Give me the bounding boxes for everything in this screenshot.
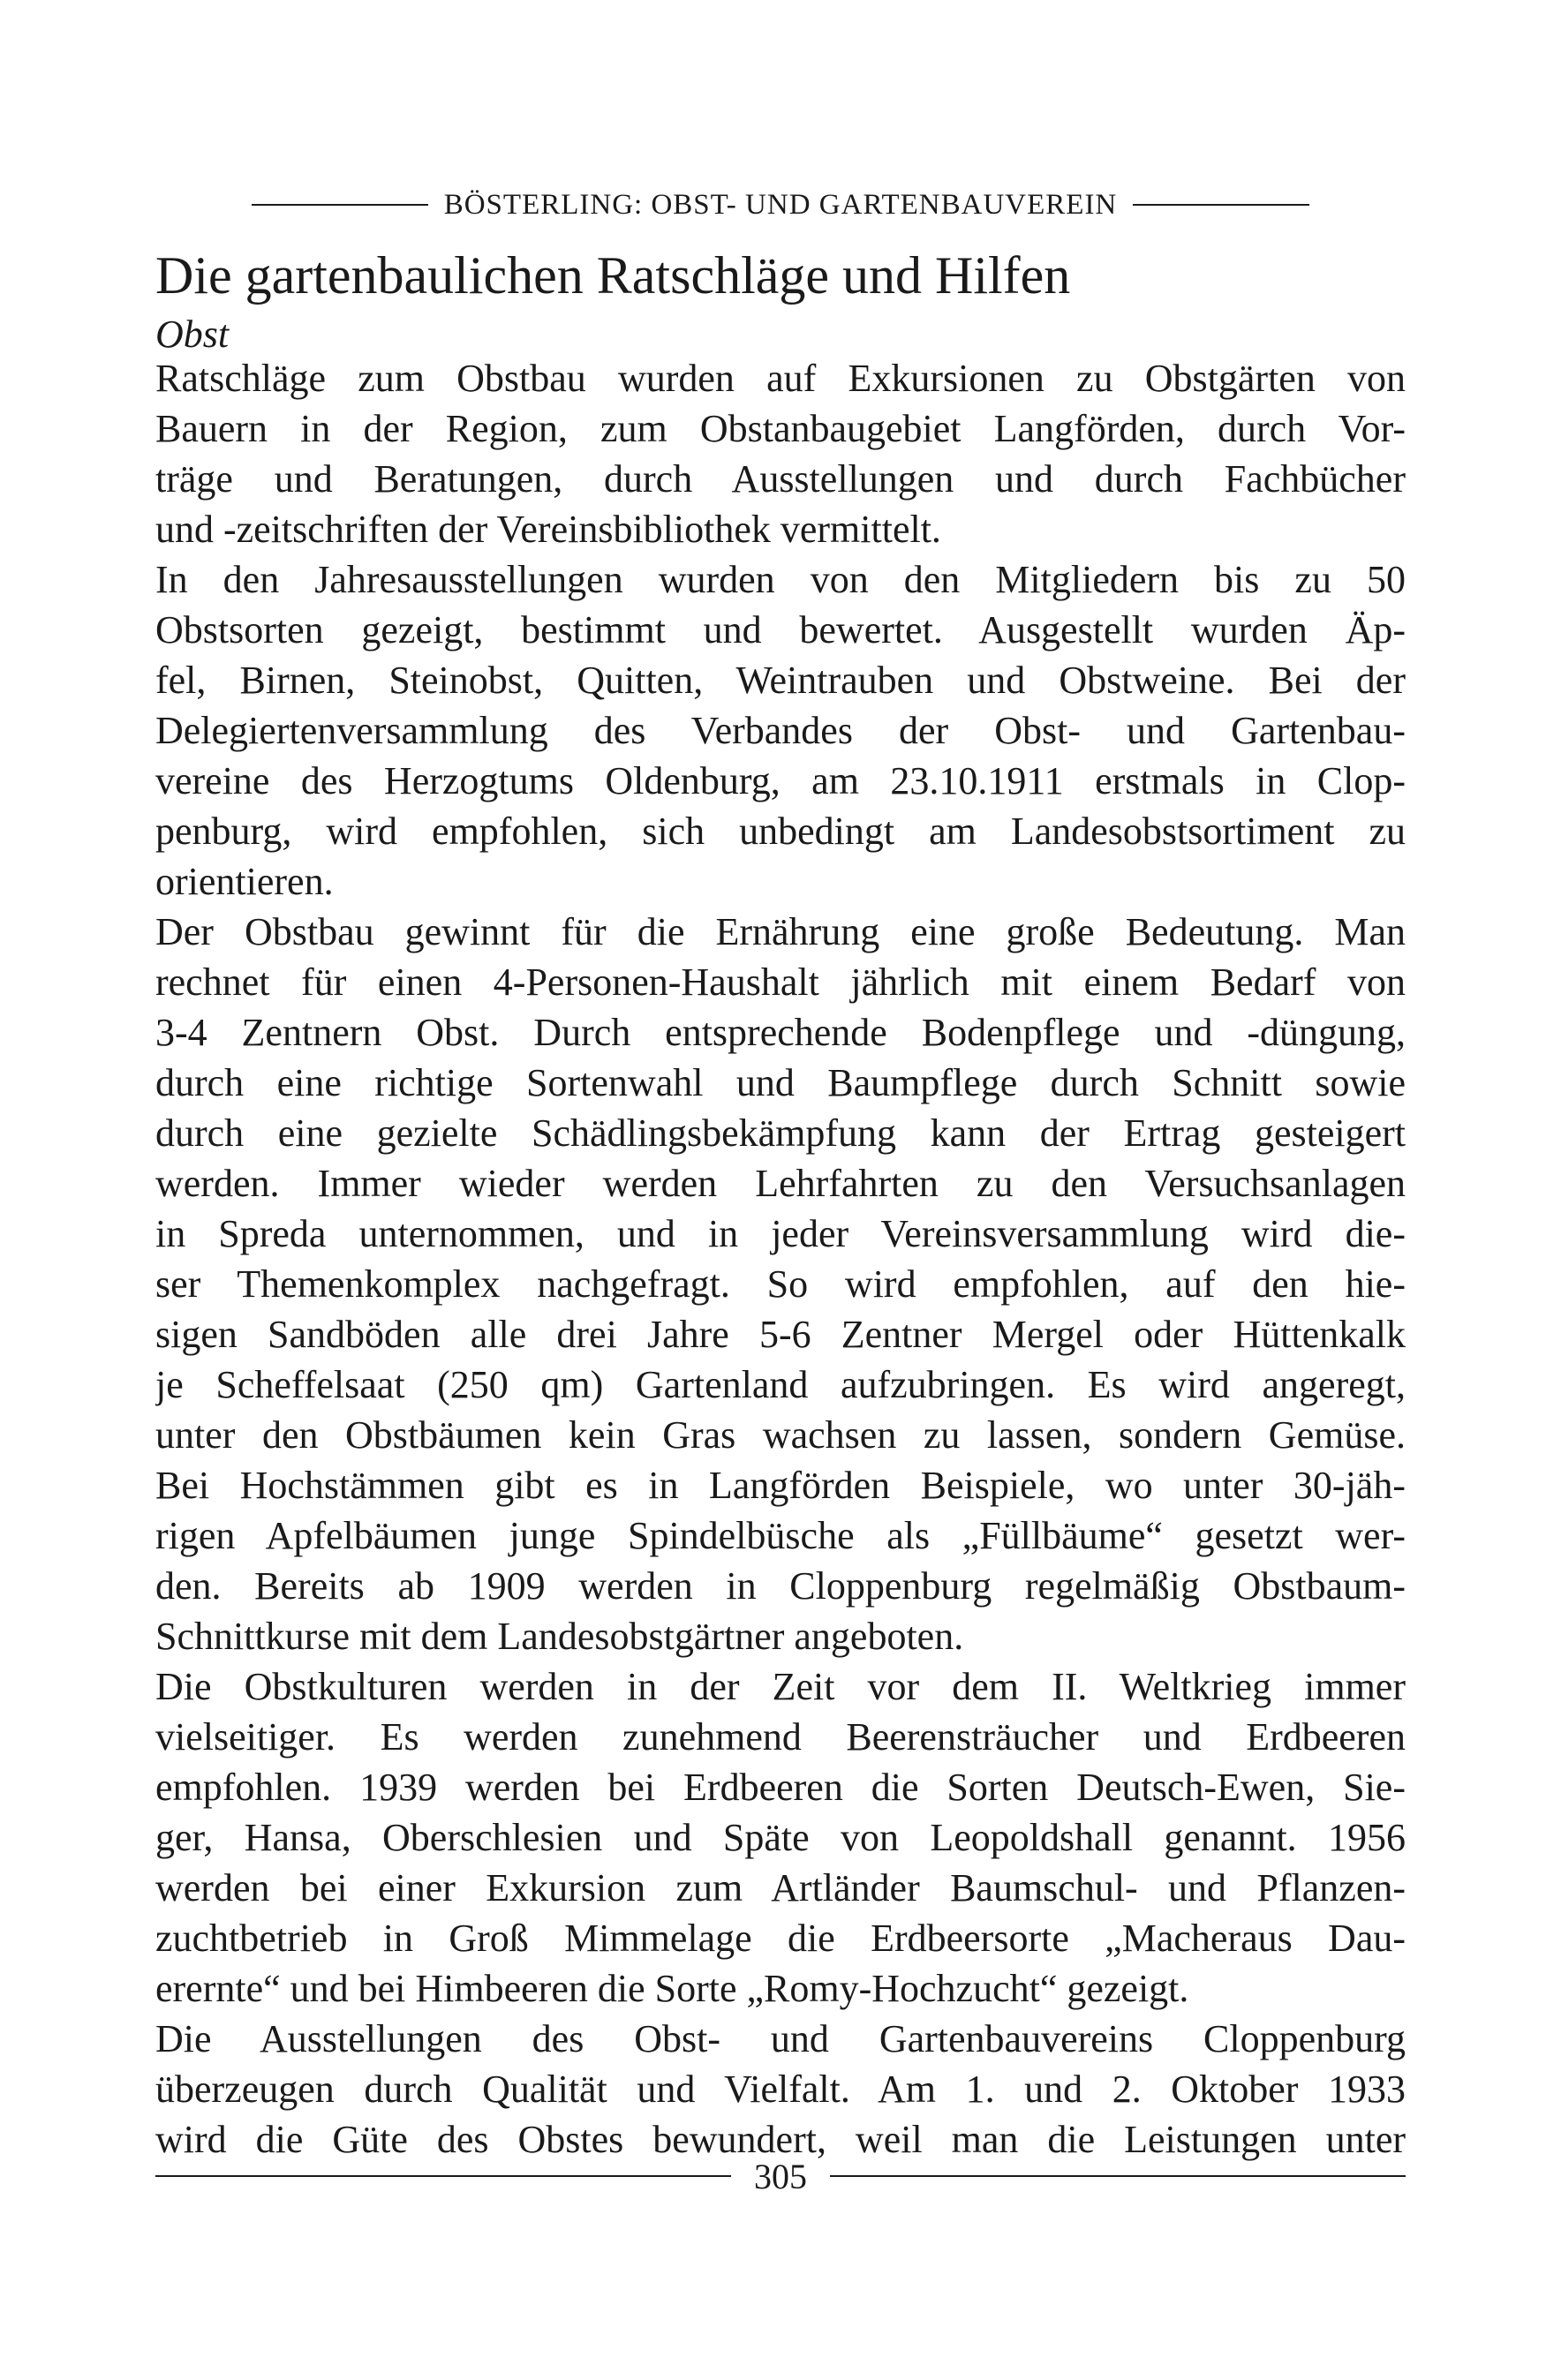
text-line: 3-4 Zentnern Obst. Durch entsprechende Bodenpflege und -düngung, bbox=[155, 1011, 1406, 1054]
text-line: träge und Beratungen, durch Ausstellungen und durch Fachbücher bbox=[155, 457, 1406, 501]
text-line: ger, Hansa, Oberschlesien und Späte von Leopoldshall genannt. 1956 bbox=[155, 1816, 1406, 1859]
text-line: je Scheffelsaat (250 qm) Gartenland aufzubringen. Es wird angeregt, bbox=[155, 1363, 1406, 1406]
text-line: fel, Birnen, Steinobst, Quitten, Weintrauben und Obstweine. Bei der bbox=[155, 659, 1406, 702]
text-line: sigen Sandböden alle drei Jahre 5-6 Zentner Mergel oder Hüttenkalk bbox=[155, 1313, 1406, 1356]
text-line: Die Obstkulturen werden in der Zeit vor dem II. Weltkrieg immer bbox=[155, 1665, 1406, 1708]
text-line: Ratschläge zum Obstbau wurden auf Exkursionen zu Obstgärten von bbox=[155, 357, 1406, 400]
text-line: wird die Güte des Obstes bewundert, weil man die Leistungen unter bbox=[155, 2118, 1406, 2161]
section-subheading: Obst bbox=[155, 313, 230, 356]
text-line: und -zeitschriften der Vereinsbibliothek vermittelt. bbox=[155, 508, 941, 551]
section-heading: Die gartenbaulichen Ratschläge und Hilfen bbox=[155, 246, 1071, 305]
text-line: unter den Obstbäumen kein Gras wachsen zu lassen, sondern Gemüse. bbox=[155, 1413, 1406, 1457]
text-line: rigen Apfelbäumen junge Spindelbüsche als „Füllbäume“ gesetzt wer- bbox=[155, 1514, 1406, 1557]
text-line: werden bei einer Exkursion zum Artländer Baumschul- und Pflanzen- bbox=[155, 1866, 1406, 1909]
text-line: empfohlen. 1939 werden bei Erdbeeren die Sorten Deutsch-Ewen, Sie- bbox=[155, 1766, 1406, 1809]
text-line: überzeugen durch Qualität und Vielfalt. Am 1. und 2. Oktober 1933 bbox=[155, 2067, 1406, 2111]
text-line: Bei Hochstämmen gibt es in Langförden Beispiele, wo unter 30-jäh- bbox=[155, 1464, 1406, 1507]
text-line: den. Bereits ab 1909 werden in Cloppenburg regelmäßig Obstbaum- bbox=[155, 1564, 1406, 1608]
text-line: in Spreda unternommen, und in jeder Vereinsversammlung wird die- bbox=[155, 1212, 1406, 1255]
header-rule-right bbox=[1133, 204, 1309, 206]
text-line: Bauern in der Region, zum Obstanbaugebiet Langförden, durch Vor- bbox=[155, 407, 1406, 450]
page-number: 305 bbox=[754, 2156, 807, 2196]
text-line: rechnet für einen 4-Personen-Haushalt jährlich mit einem Bedarf von bbox=[155, 960, 1406, 1004]
text-line: werden. Immer wieder werden Lehrfahrten zu den Versuchsanlagen bbox=[155, 1162, 1406, 1205]
text-line: durch eine gezielte Schädlingsbekämpfung kann der Ertrag gesteigert bbox=[155, 1111, 1406, 1155]
text-line: Schnittkurse mit dem Landesobstgärtner angeboten. bbox=[155, 1615, 964, 1658]
text-line: Der Obstbau gewinnt für die Ernährung eine große Bedeutung. Man bbox=[155, 910, 1406, 953]
text-line: Die Ausstellungen des Obst- und Gartenbauvereins Cloppenburg bbox=[155, 2017, 1406, 2060]
body-text bbox=[155, 353, 1406, 2165]
text-line: In den Jahresausstellungen wurden von den Mitgliedern bis zu 50 bbox=[155, 558, 1406, 601]
text-line: zuchtbetrieb in Groß Mimmelage die Erdbeersorte „Macheraus Dau- bbox=[155, 1917, 1406, 1960]
running-title: BÖSTERLING: OBST- UND GARTENBAUVEREIN bbox=[443, 188, 1118, 221]
text-line: penburg, wird empfohlen, sich unbedingt am Landesobstsortiment zu bbox=[155, 810, 1406, 853]
text-line: erernte“ und bei Himbeeren die Sorte „Romy-Hochzucht“ gezeigt. bbox=[155, 1967, 1189, 2010]
text-line: vereine des Herzogtums Oldenburg, am 23.10.1911 erstmals in Clop- bbox=[155, 759, 1406, 802]
running-header bbox=[155, 185, 1406, 224]
text-line: vielseitiger. Es werden zunehmend Beerensträucher und Erdbeeren bbox=[155, 1715, 1406, 1759]
text-line: Obstsorten gezeigt, bestimmt und bewertet. Ausgestellt wurden Äp- bbox=[155, 608, 1406, 651]
header-rule-left bbox=[252, 204, 428, 206]
text-line: orientieren. bbox=[155, 860, 334, 903]
footer-rule-left bbox=[155, 2175, 731, 2177]
footer-rule-right bbox=[830, 2175, 1406, 2177]
text-line: ser Themenkomplex nachgefragt. So wird empfohlen, auf den hie- bbox=[155, 1262, 1406, 1306]
text-line: durch eine richtige Sortenwahl und Baumpflege durch Schnitt sowie bbox=[155, 1061, 1406, 1104]
text-line: Delegiertenversammlung des Verbandes der Obst- und Gartenbau- bbox=[155, 709, 1406, 752]
page-footer bbox=[155, 2154, 1406, 2198]
